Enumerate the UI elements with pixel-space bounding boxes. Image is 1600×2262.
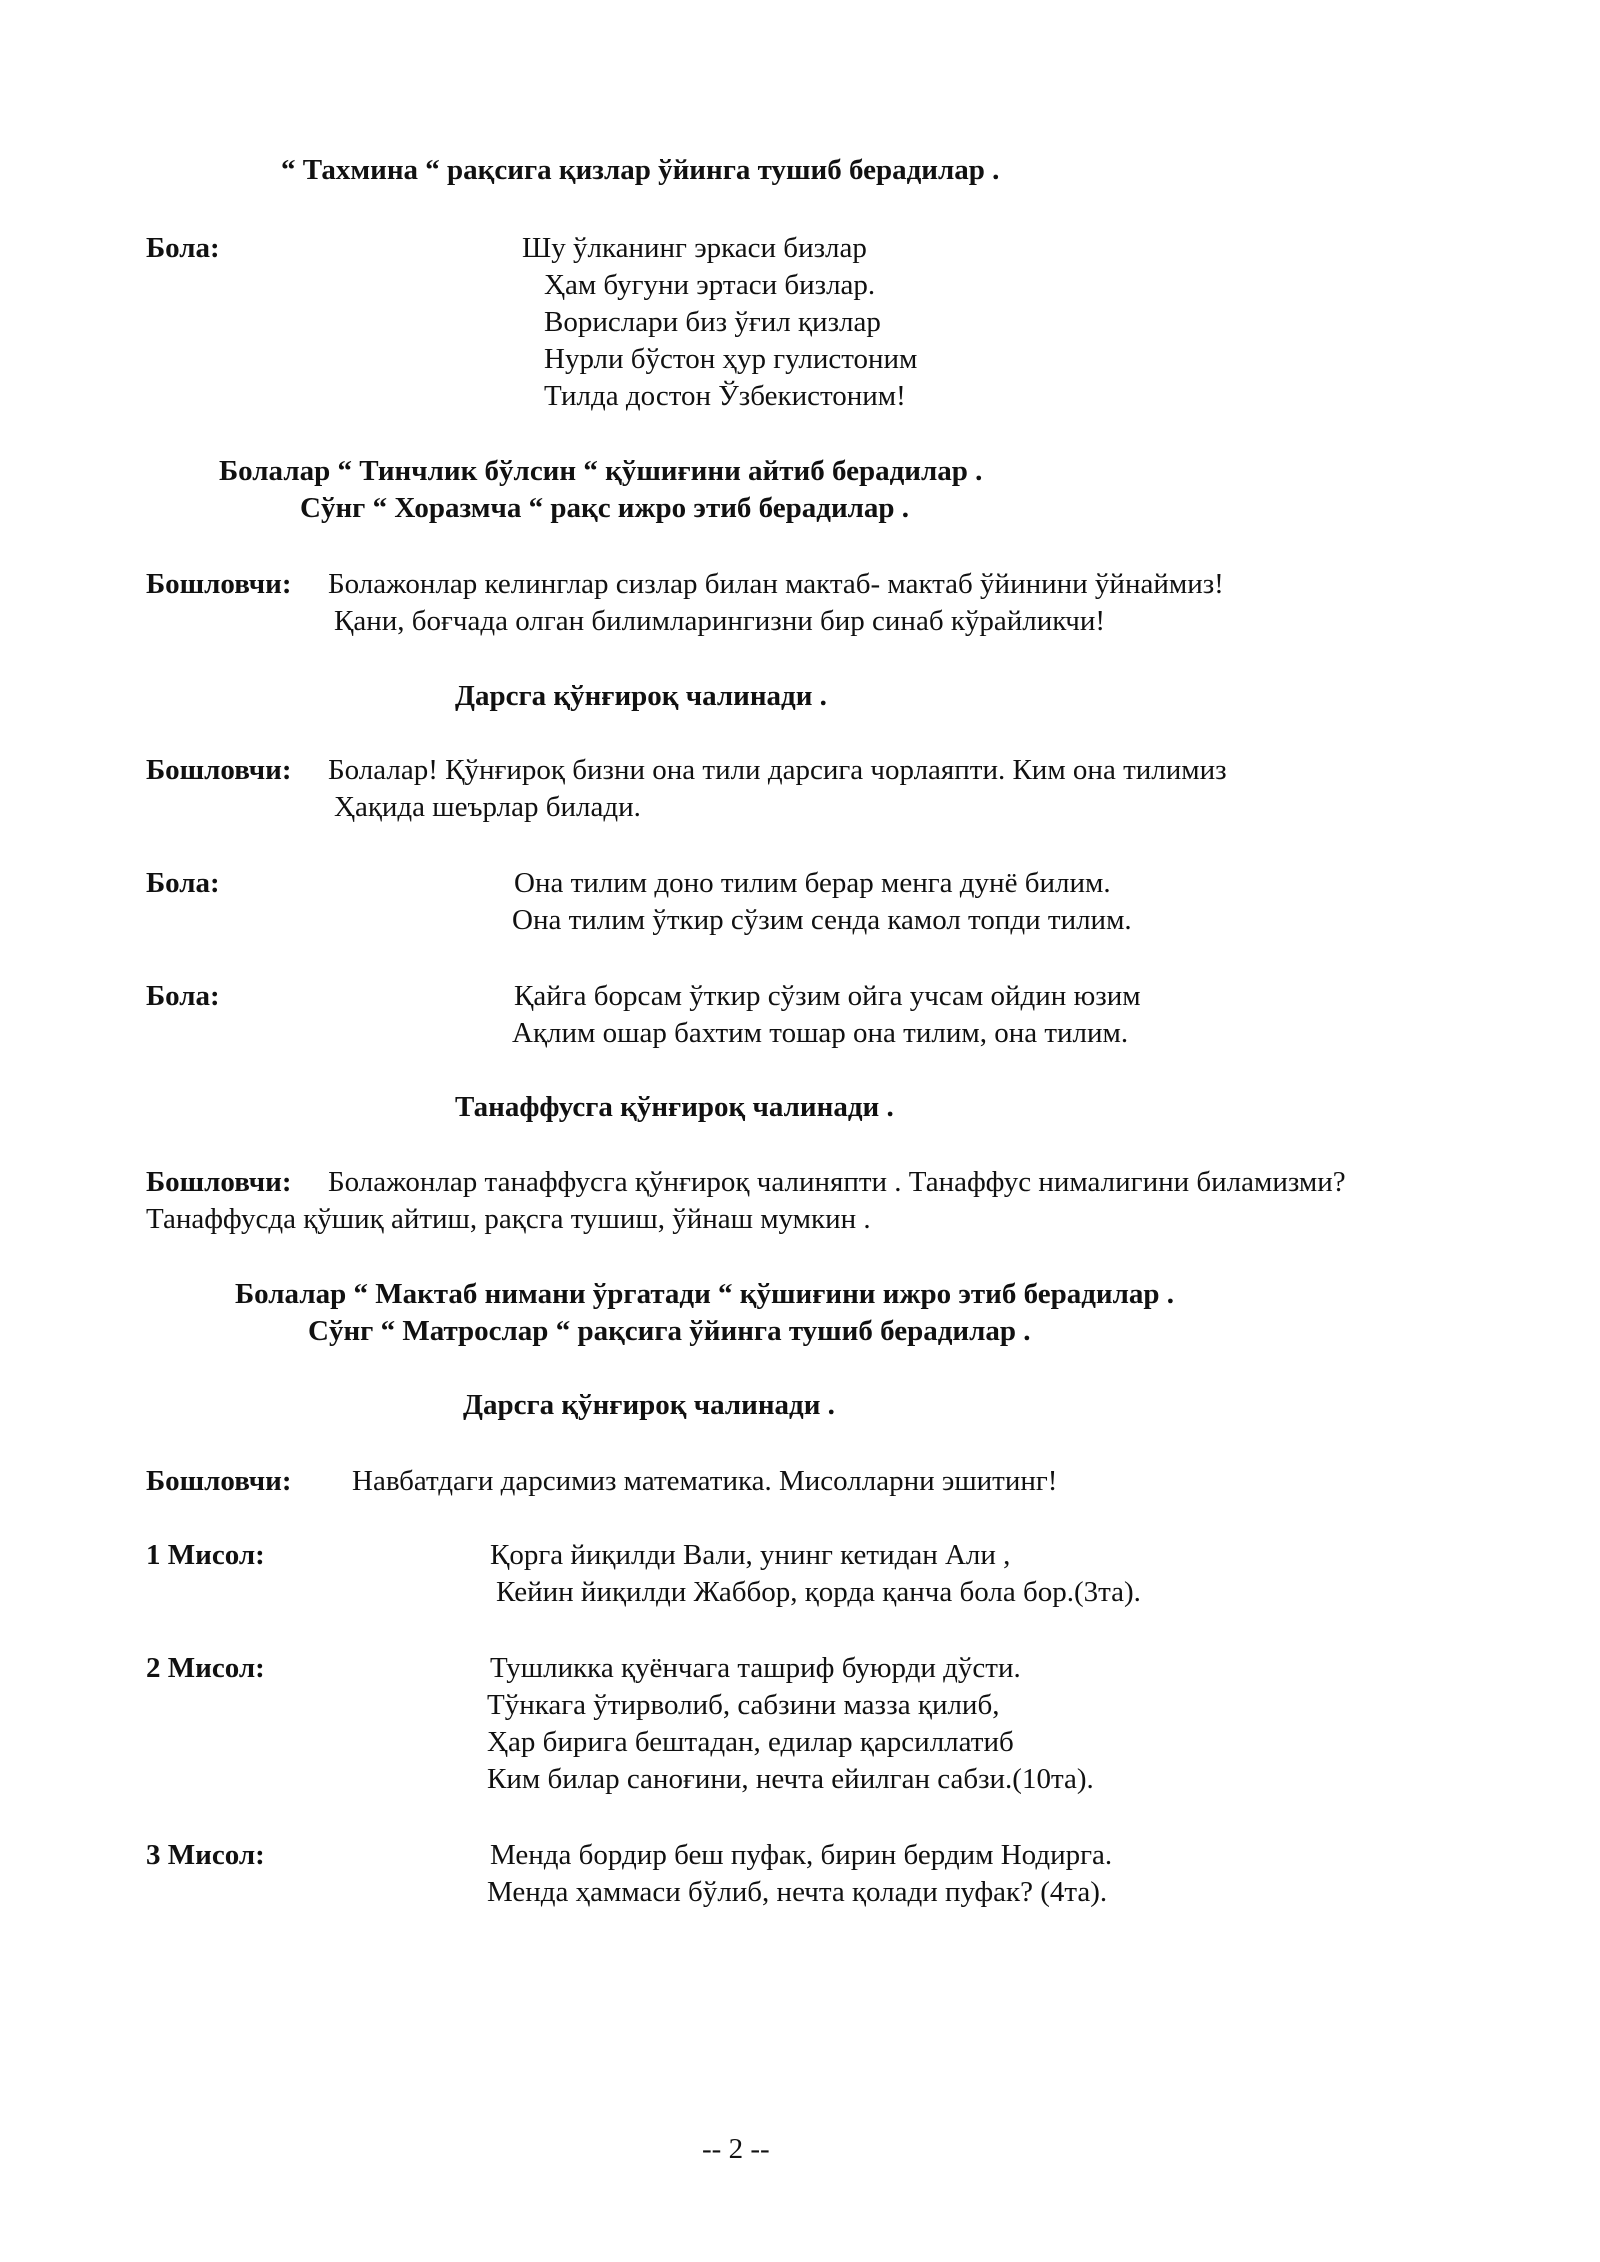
verse-line: Ҳам бугуни эртаси бизлар. <box>544 269 876 301</box>
verse-line: Нурли бўстон ҳур гулистоним <box>544 343 918 375</box>
verse-line: Тилда достон Ўзбекистоним! <box>544 380 906 412</box>
example-label: 1 Мисол: <box>146 1539 265 1571</box>
stage-direction-heading: Болалар “ Тинчлик бўлсин “ қўшиғини айтиб берадилар . <box>219 455 983 487</box>
stage-direction-heading: “ Тахмина “ рақсига қизлар ўйинга тушиб берадилар . <box>281 154 1000 186</box>
riddle-line: Ҳар бирига бештадан, едилар қарсиллатиб <box>487 1726 1014 1758</box>
riddle-line: Менда бордир беш пуфак, бирин бердим Нодирга. <box>490 1839 1113 1871</box>
speaker-label: Бола: <box>146 867 220 899</box>
verse-line: Она тилим ўткир сўзим сенда камол топди тилим. <box>512 904 1132 936</box>
dialogue-line: Болажонлар келинглар сизлар билан мактаб- мактаб ўйинини ўйнаймиз! <box>328 568 1224 600</box>
verse-line: Қайга борсам ўткир сўзим ойга учсам ойдин юзим <box>514 980 1141 1012</box>
stage-direction-heading: Дарсга қўнғироқ чалинади . <box>463 1389 835 1421</box>
stage-direction-heading: Сўнг “ Матрослар “ рақсига ўйинга тушиб берадилар . <box>308 1315 1031 1347</box>
riddle-line: Тўнкага ўтирволиб, сабзини мазза қилиб, <box>487 1689 1000 1721</box>
dialogue-line: Болажонлар танаффусга қўнғироқ чалиняпти . Танаффус нималигини биламизми? <box>328 1166 1346 1198</box>
speaker-label: Бола: <box>146 980 220 1012</box>
page-number: -- 2 -- <box>702 2133 770 2165</box>
dialogue-line: Навбатдаги дарсимиз математика. Мисолларни эшитинг! <box>352 1465 1058 1497</box>
stage-direction-heading: Болалар “ Мактаб нимани ўргатади “ қўшиғини ижро этиб берадилар . <box>235 1278 1175 1310</box>
riddle-line: Менда ҳаммаси бўлиб, нечта қолади пуфак? (4та). <box>487 1876 1108 1908</box>
speaker-label: Бола: <box>146 232 220 264</box>
stage-direction-heading: Танаффусга қўнғироқ чалинади . <box>455 1091 894 1123</box>
riddle-line: Ким билар саноғини, нечта ейилган сабзи.(10та). <box>487 1763 1094 1795</box>
verse-line: Она тилим доно тилим берар менга дунё билим. <box>514 867 1111 899</box>
stage-direction-heading: Дарсга қўнғироқ чалинади . <box>455 680 827 712</box>
example-label: 3 Мисол: <box>146 1839 265 1871</box>
example-label: 2 Мисол: <box>146 1652 265 1684</box>
dialogue-line: Ҳақида шеърлар билади. <box>334 791 641 823</box>
riddle-line: Тушликка қуёнчага ташриф буюрди дўсти. <box>490 1652 1021 1684</box>
speaker-label: Бошловчи: <box>146 1166 292 1198</box>
dialogue-line: Қани, боғчада олган билимларингизни бир синаб кўрайликчи! <box>334 605 1106 637</box>
speaker-label: Бошловчи: <box>146 568 292 600</box>
dialogue-line: Танаффусда қўшиқ айтиш, рақсга тушиш, ўйнаш мумкин . <box>146 1203 871 1235</box>
verse-line: Ворислари биз ўғил қизлар <box>544 306 881 338</box>
riddle-line: Кейин йиқилди Жаббор, қорда қанча бола бор.(3та). <box>496 1576 1141 1608</box>
verse-line: Шу ўлканинг эркаси бизлар <box>522 232 867 264</box>
verse-line: Ақлим ошар бахтим тошар она тилим, она тилим. <box>512 1017 1129 1049</box>
speaker-label: Бошловчи: <box>146 754 292 786</box>
dialogue-line: Болалар! Қўнғироқ бизни она тили дарсига чорлаяпти. Ким она тилимиз <box>328 754 1227 786</box>
speaker-label: Бошловчи: <box>146 1465 292 1497</box>
riddle-line: Қорга йиқилди Вали, унинг кетидан Али , <box>490 1539 1011 1571</box>
stage-direction-heading: Сўнг “ Хоразмча “ рақс ижро этиб берадилар . <box>300 492 910 524</box>
